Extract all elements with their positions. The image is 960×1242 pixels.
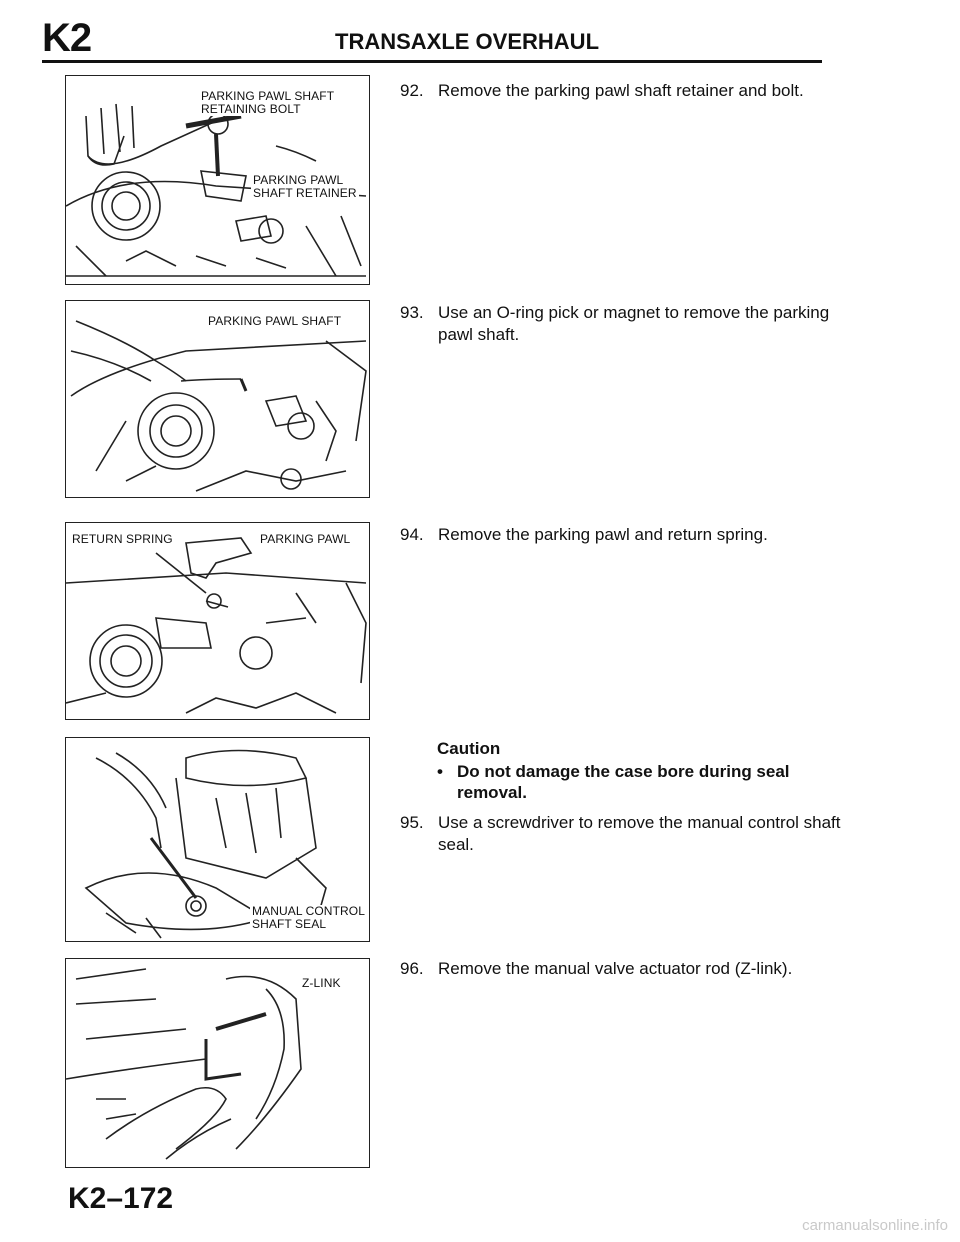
label-parking-pawl-shaft-retaining-bolt: PARKING PAWL SHAFT RETAINING BOLT — [201, 89, 335, 116]
caution-item — [437, 761, 857, 803]
step-92 — [400, 80, 850, 102]
figure-illustration — [66, 959, 370, 1168]
figure-return-spring-parking-pawl — [65, 522, 370, 720]
step-number: 94. — [400, 525, 424, 544]
watermark: carmanualsonline.info — [802, 1217, 948, 1234]
step-number: 93. — [400, 303, 424, 322]
step-number: 95. — [400, 813, 424, 832]
section-code: K2 — [42, 16, 92, 60]
step-text: Remove the parking pawl and return spring. — [438, 525, 768, 544]
step-93 — [400, 302, 850, 346]
label-parking-pawl-shaft: PARKING PAWL SHAFT — [208, 314, 342, 328]
step-text: Use an O-ring pick or magnet to remove the parking pawl shaft. — [438, 303, 830, 344]
step-96 — [400, 958, 850, 980]
caution-title: Caution — [437, 739, 501, 758]
figure-parking-pawl-shaft — [65, 300, 370, 498]
page-title: TRANSAXLE OVERHAUL — [335, 29, 600, 54]
figure-z-link — [65, 958, 370, 1168]
step-text: Remove the parking pawl shaft retainer and bolt. — [438, 81, 804, 100]
step-95 — [400, 812, 850, 856]
step-text: Remove the manual valve actuator rod (Z-link). — [438, 959, 793, 978]
step-text: Use a screwdriver to remove the manual control shaft seal. — [438, 813, 841, 854]
label-return-spring: RETURN SPRING — [72, 532, 173, 546]
caution-bullet: • — [437, 762, 443, 781]
figure-manual-control-shaft-seal — [65, 737, 370, 942]
figure-illustration — [66, 523, 370, 720]
figure-parking-pawl-shaft-retainer — [65, 75, 370, 285]
step-number: 96. — [400, 959, 424, 978]
label-parking-pawl-shaft-retainer: PARKING PAWL SHAFT RETAINER — [253, 173, 357, 200]
figure-illustration — [66, 301, 370, 498]
header-rule — [42, 60, 822, 63]
label-z-link: Z-LINK — [302, 976, 341, 990]
step-number: 92. — [400, 81, 424, 100]
label-manual-control-shaft-seal: MANUAL CONTROL SHAFT SEAL — [252, 904, 365, 931]
caution-text: Do not damage the case bore during seal removal. — [457, 762, 790, 802]
step-94 — [400, 524, 850, 546]
label-parking-pawl: PARKING PAWL — [260, 532, 351, 546]
page-number: K2–172 — [68, 1182, 174, 1215]
caution-box — [437, 738, 857, 803]
